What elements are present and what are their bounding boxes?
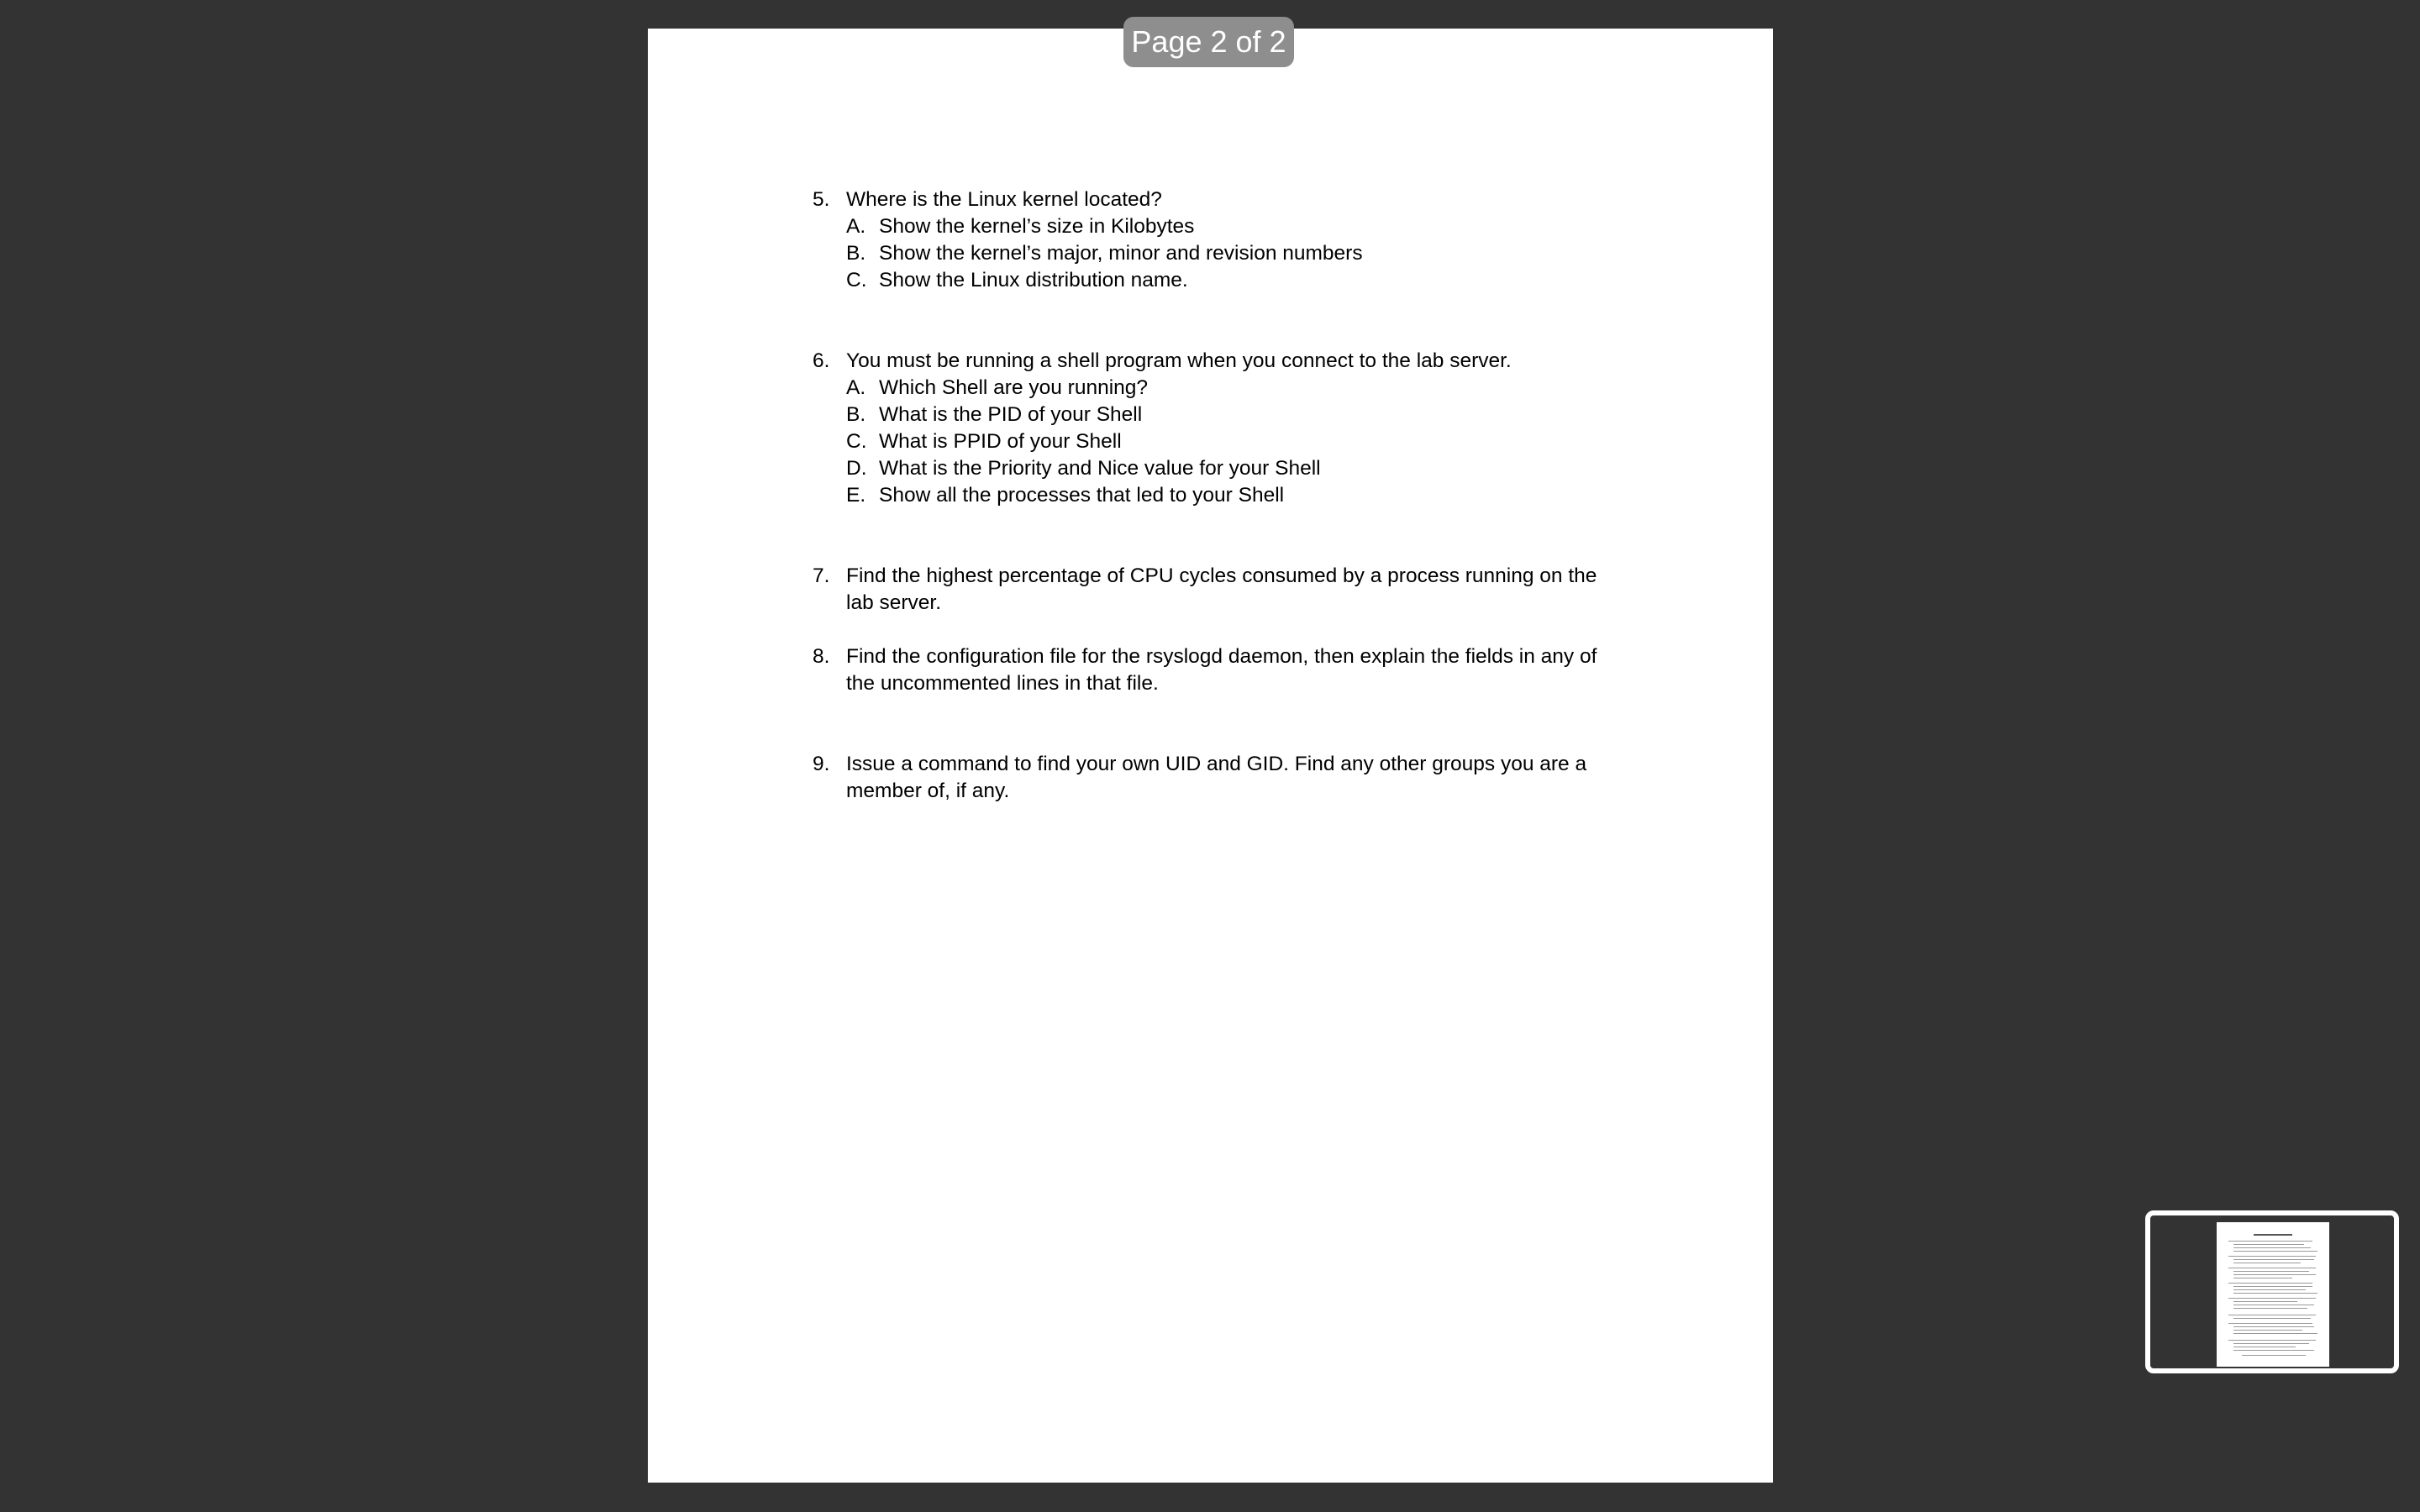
question-5-sub-list xyxy=(813,213,1619,294)
document-page[interactable] xyxy=(648,29,1773,1483)
sub-item xyxy=(813,455,1619,482)
question-text: Issue a command to find your own UID and GID. Find any other groups you are a member of, if any. xyxy=(846,753,1587,802)
sub-item-letter: C. xyxy=(846,269,867,291)
sub-item xyxy=(813,240,1619,267)
question-text: Find the highest percentage of CPU cycles consumed by a process running on the lab server. xyxy=(846,564,1597,614)
sub-item-text: Show the Linux distribution name. xyxy=(879,269,1188,291)
sub-item-text: What is the Priority and Nice value for your Shell xyxy=(879,457,1321,480)
question-text: Where is the Linux kernel located? xyxy=(846,188,1162,211)
sub-item-letter: A. xyxy=(846,215,866,238)
sub-item-text: Show all the processes that led to your Shell xyxy=(879,484,1285,507)
sub-item-letter: B. xyxy=(846,242,866,265)
sub-item-text: What is the PID of your Shell xyxy=(879,403,1143,426)
sub-item-text: Show the kernel’s major, minor and revision numbers xyxy=(879,242,1363,265)
sub-item-letter: A. xyxy=(846,376,866,399)
question-5 xyxy=(813,186,1619,213)
sub-item-letter: C. xyxy=(846,430,867,453)
question-6-sub-list xyxy=(813,375,1619,509)
question-number: 9. xyxy=(813,753,830,775)
sub-item-text: Which Shell are you running? xyxy=(879,376,1149,399)
sub-item-letter: B. xyxy=(846,403,866,426)
sub-item xyxy=(813,213,1619,240)
question-number: 6. xyxy=(813,349,830,372)
sub-item-text: Show the kernel’s size in Kilobytes xyxy=(879,215,1195,238)
sub-item xyxy=(813,375,1619,402)
question-8 xyxy=(813,643,1619,697)
thumbnail-page-image xyxy=(2217,1222,2329,1367)
question-9 xyxy=(813,751,1619,805)
sub-item xyxy=(813,428,1619,455)
page-content xyxy=(813,186,1619,805)
sub-item-letter: E. xyxy=(846,484,866,507)
sub-item xyxy=(813,402,1619,428)
question-number: 5. xyxy=(813,188,830,211)
question-7 xyxy=(813,563,1619,617)
sub-item xyxy=(813,267,1619,294)
page-thumbnail[interactable] xyxy=(2145,1210,2399,1373)
page-indicator: Page 2 of 2 xyxy=(1123,17,1294,67)
sub-item-letter: D. xyxy=(846,457,867,480)
question-text: Find the configuration file for the rsyslogd daemon, then explain the fields in any of the uncommented lines in that file. xyxy=(846,645,1597,695)
question-number: 8. xyxy=(813,645,830,668)
sub-item xyxy=(813,482,1619,509)
sub-item-text: What is PPID of your Shell xyxy=(879,430,1122,453)
question-number: 7. xyxy=(813,564,830,587)
question-text: You must be running a shell program when you connect to the lab server. xyxy=(846,349,1512,372)
question-6 xyxy=(813,348,1619,375)
